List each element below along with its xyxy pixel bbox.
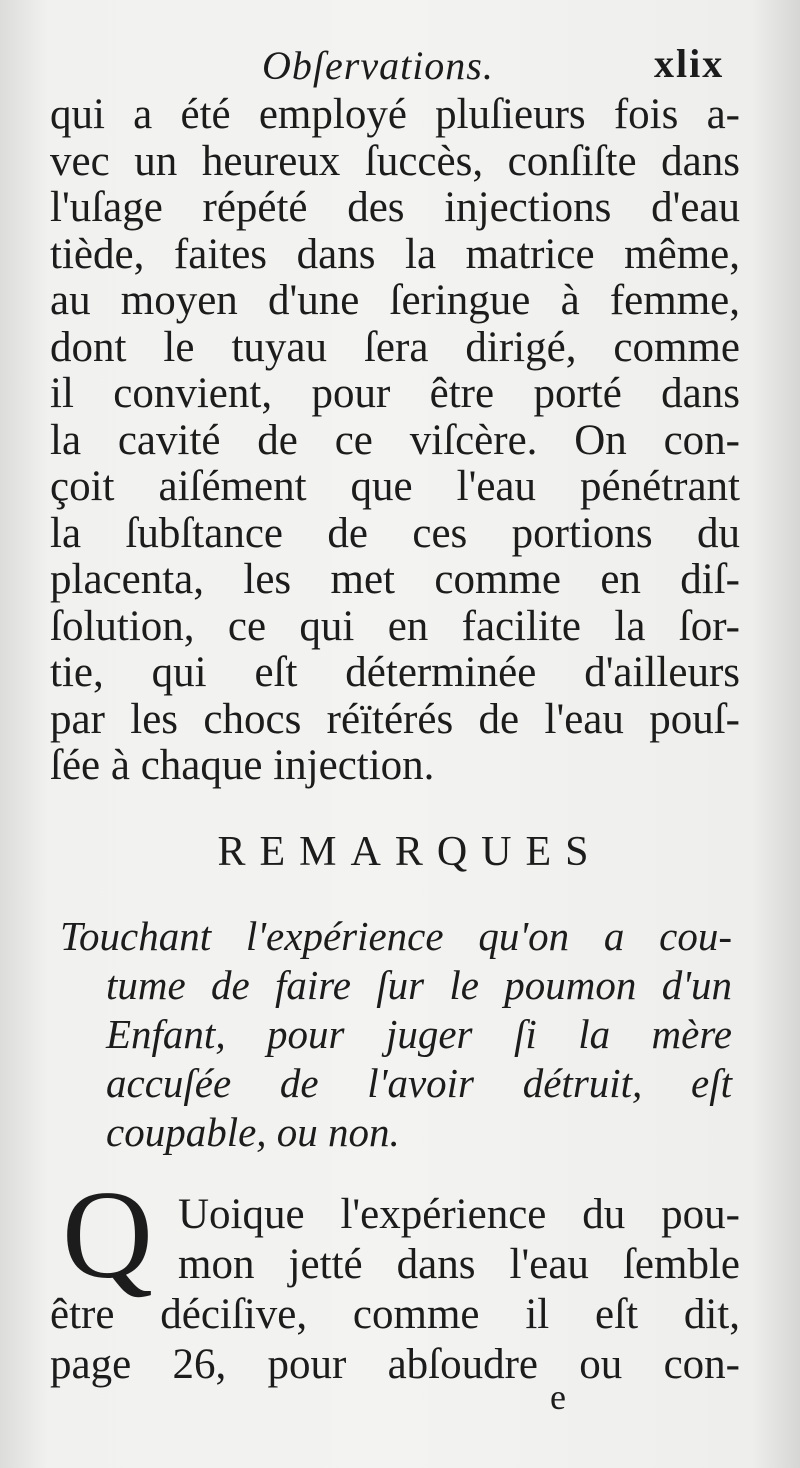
paragraph-continuation: [50, 92, 740, 790]
text-line: ſolution, ce qui en facilite la ſor-: [50, 602, 740, 650]
page-header: [0, 38, 800, 98]
text-line: au moyen d'une ſeringue à femme,: [50, 277, 740, 324]
text-line: page 26, pour abſoudre ou con-: [50, 1341, 740, 1388]
text-line: Uoique l'expérience du pou-: [178, 1191, 740, 1238]
running-head: Obſervations.: [262, 43, 494, 88]
section-subtitle: [60, 912, 732, 1157]
text-line: être déciſive, comme il eſt dit,: [50, 1291, 740, 1338]
subtitle-line: Touchant l'expérience qu'on a cou-: [60, 913, 732, 959]
subtitle-line: tume de faire ſur le poumon d'un: [106, 962, 732, 1008]
subtitle-line: Enfant, pour juger ſi la mère: [106, 1011, 732, 1057]
text-line: vec un heureux ſuccès, conſiſte dans: [50, 137, 740, 185]
text-line: mon jetté dans l'eau ſemble: [178, 1241, 740, 1288]
text-line: placenta, les met comme en diſ-: [50, 556, 740, 603]
text-line: tie, qui eſt déterminée d'ailleurs: [50, 649, 740, 696]
signature-mark: e: [550, 1377, 566, 1417]
subtitle-line: coupable, ou non.: [106, 1109, 400, 1155]
text-line: dont le tuyau ſera dirigé, comme: [50, 323, 740, 371]
text-line: il convient, pour être porté dans: [50, 370, 740, 417]
page-number: xlix: [654, 41, 725, 86]
text-line: çoit aiſément que l'eau pénétrant: [50, 463, 740, 510]
subtitle-line: accuſée de l'avoir détruit, eſt: [106, 1060, 732, 1106]
text-line: par les chocs réïtérés de l'eau pouſ-: [50, 695, 740, 743]
drop-cap: Q: [62, 1166, 153, 1305]
text-line: l'uſage répété des injections d'eau: [50, 184, 740, 231]
text-line: qui a été employé pluſieurs fois a-: [50, 91, 740, 138]
text-line: la ſubſtance de ces portions du: [50, 509, 740, 557]
text-line: tiède, faites dans la matrice même,: [50, 230, 740, 278]
paragraph-with-dropcap: [50, 1166, 740, 1390]
text-line: ſée à chaque injection.: [50, 742, 435, 789]
text-line: la cavité de ce viſcère. On con-: [50, 416, 740, 464]
section-heading: REMARQUES: [217, 829, 603, 875]
